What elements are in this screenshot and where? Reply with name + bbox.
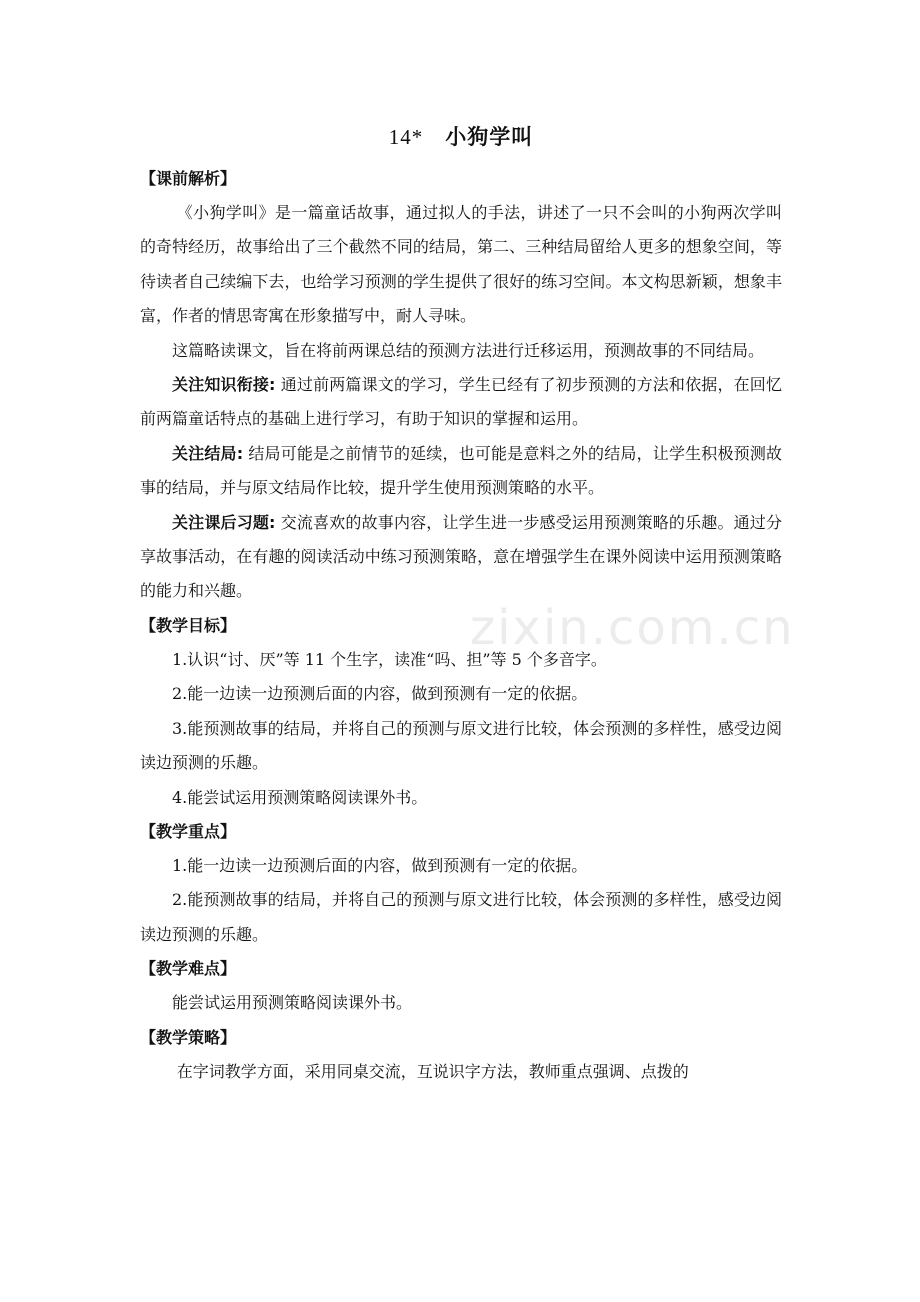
analysis-paragraph-3	[140, 368, 782, 437]
body-knowledge: 通过前两篇课文的学习，学生已经有了初步预测的方法和依据，在回忆前两篇童话特点的基础上进行学习，有助于知识的掌握和运用。	[140, 375, 782, 429]
heading-difficulties: 【教学难点】	[140, 959, 237, 979]
heading-analysis: 【课前解析】	[140, 169, 237, 188]
lesson-number: 14*	[388, 125, 424, 149]
section-goals	[140, 609, 782, 815]
analysis-paragraph-1: 《小狗学叫》是一篇童话故事，通过拟人的手法，讲述了一只不会叫的小狗两次学叫的奇特经历，故事给出了三个截然不同的结局，第二、三种结局留给人更多的想象空间，等待读者自己续编下去，也给学习预测的学生提供了很好的练习空间。本文构思新颖，想象丰富，作者的情思寄寓在形象描写中，耐人寻味。	[140, 203, 782, 326]
difficulty-text: 能尝试运用预测策略阅读课外书。	[172, 993, 413, 1013]
goal-item-1: 1.认识“讨、厌”等 11 个生字，读准“吗、担”等 5 个多音字。	[172, 649, 607, 669]
key-point-item-2: 2.能预测故事的结局，并将自己的预测与原文进行比较，体会预测的多样性，感受边阅读边预测的乐趣。	[140, 890, 782, 944]
lead-ending: 关注结局:	[172, 443, 244, 463]
goal-item-3: 3.能预测故事的结局，并将自己的预测与原文进行比较，体会预测的多样性，感受边阅读边预测的乐趣。	[140, 718, 782, 773]
key-point-item-1: 1.能一边读一边预测后面的内容，做到预测有一定的依据。	[172, 855, 588, 875]
section-strategy	[140, 1021, 782, 1089]
analysis-paragraph-5	[140, 506, 782, 609]
goal-item-2: 2.能一边读一边预测后面的内容，做到预测有一定的依据。	[172, 684, 588, 704]
analysis-paragraph-2: 这篇略读课文，旨在将前两课总结的预测方法进行迁移运用，预测故事的不同结局。	[172, 340, 765, 360]
heading-key-points: 【教学重点】	[140, 821, 237, 841]
section-analysis	[140, 162, 782, 609]
goal-item-4: 4.能尝试运用预测策略阅读课外书。	[172, 787, 428, 807]
lesson-name: 小狗学叫	[445, 125, 534, 149]
lesson-title	[140, 118, 782, 156]
watermark: zixin.com.cn	[470, 600, 795, 656]
section-difficulties	[140, 952, 782, 1020]
lead-knowledge: 关注知识衔接:	[172, 375, 276, 395]
heading-goals: 【教学目标】	[140, 615, 237, 635]
section-key-points	[140, 815, 782, 952]
analysis-paragraph-4	[140, 437, 782, 506]
body-ending: 结局可能是之前情节的延续，也可能是意料之外的结局，让学生积极预测故事的结局，并与原文结局作比较，提升学生使用预测策略的水平。	[140, 443, 782, 498]
body-exercises: 交流喜欢的故事内容，让学生进一步感受运用预测策略的乐趣。通过分享故事活动，在有趣的阅读活动中练习预测策略，意在增强学生在课外阅读中运用预测策略的能力和兴趣。	[140, 512, 782, 601]
document-page	[140, 118, 782, 1089]
heading-strategy: 【教学策略】	[140, 1027, 237, 1047]
strategy-text: 在字词教学方面，采用同桌交流，互说识字方法，教师重点强调、点拨的	[176, 1061, 689, 1081]
lead-exercises: 关注课后习题:	[172, 512, 276, 532]
